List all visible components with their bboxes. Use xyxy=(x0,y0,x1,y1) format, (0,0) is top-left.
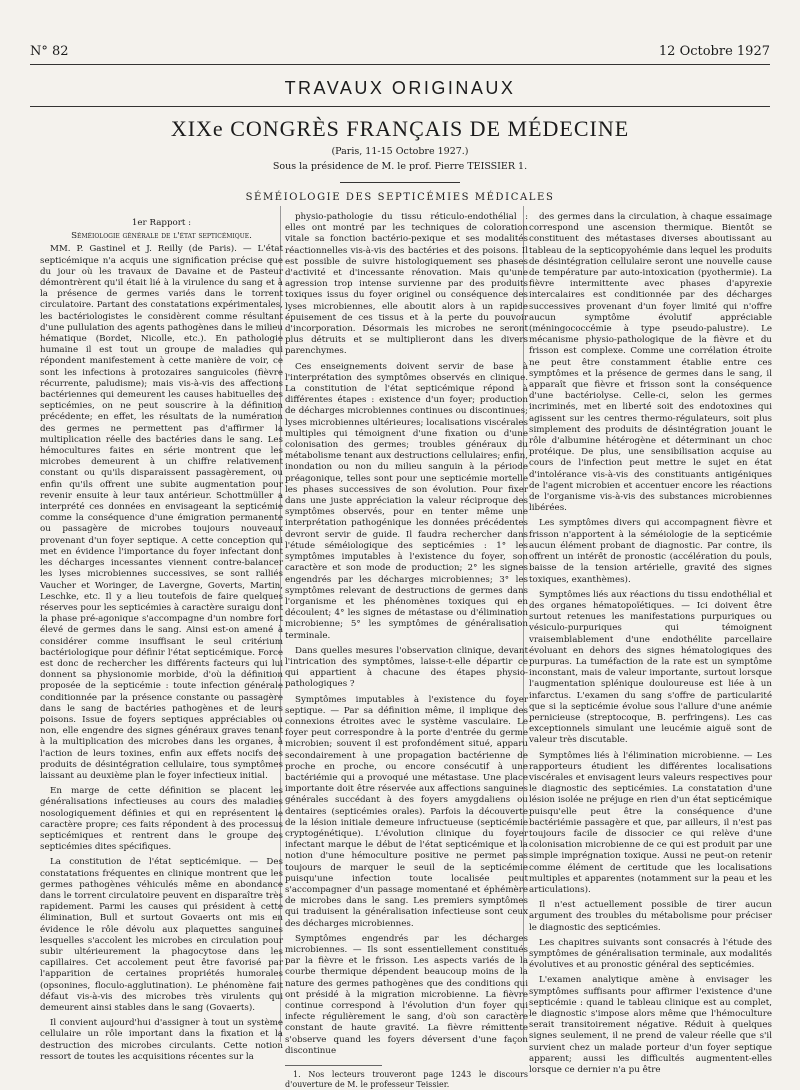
paragraph: Les symptômes divers qui accompagnent fièvre et frisson n'apportent à la séméiologie de la septicémie aucun élément probant de diagnostic. Par contre, ils offrent un intérêt de pronostic (accélération du pouls, baisse de la tension artérielle, gravité des signes toxiques, exanthèmes). xyxy=(529,518,772,585)
footnote: 1. Nos lecteurs trouveront page 1243 le discours d'ouverture de M. le professeur Teissier. xyxy=(285,1070,528,1090)
paragraph: Symptômes imputables à l'existence du foyer septique. — Par sa définition même, il implique des connexions étroites avec le système vasculaire. Le foyer peut correspondre à la porte d'entrée du germe microbien; souvent il est profondément situé, apparu secondairement à une propagation bactérienne de proche en proche, ou encore consécutif à une bactériémie qui a provoqué une métastase. Une place importante doit être réservée aux affections sanguines générales succédant à des foyers amygdaliens ou dentaires (septicémies orales). Parfois la découverte de la lésion initiale demeure infructueuse (septicémie cryptogénétique). L'évolution clinique du foyer infectant marque le début de l'état septicémique et la notion d'une hémoculture positive ne permet pas toujours de marquer le seuil de la septicémie puisqu'une infection toute localisée peut s'accompagner d'un passage momentané et éphémère de microbes dans le sang. Les premiers symptômes qui traduisent la généralisation infectieuse sont ceux des décharges microbiennes. xyxy=(285,694,528,929)
congress-presidency: Sous la présidence de M. le prof. Pierre TEISSIER 1. xyxy=(272,161,528,172)
paragraph: La constitution de l'état septicémique. — Des constatations fréquentes en clinique montrent que les germes pathogènes véhiculés même en abondance dans le torrent circulatoire peuvent en disparaître très rapidement. Parmi les causes qui président à cette élimination, Bull et surtout Govaerts ont mis en évidence le rôle dévolu aux plaquettes sanguines lesquelles s'accolent les microbes en circulation pour subir ultérieurement la phagocytose dans les capillaires. Cet accolement peut être favorisé par l'apparition de certaines propriétés humorales (opsonines, floculo-agglutination). Le phénomène fait défaut vis-à-vis des microbes très virulents qui demeurent ainsi stables dans le sang (Govaerts). xyxy=(40,857,283,1014)
column-left xyxy=(40,212,283,1067)
short-rule xyxy=(340,182,460,183)
congress-title: XIXe CONGRÈS FRANÇAIS DE MÉDECINE xyxy=(170,116,630,141)
paragraph: physio-pathologie du tissu réticulo-endothélial : elles ont montré par les techniques de coloration vitale sa fonction bactério-pexique et ses modalités réactionnelles vis-à-vis des bactéries et des poisons. Il est possible de suivre histologiquement ses phases d'activité et d'incessante rénovation. Mais qu'une agression trop intense survienne par des produits toxiques issus du foyer originel ou conséquence des lyses microbiennes, elle aboutit alors à un rapide épuisement de ces tissus et à la perte du pouvoir d'incorporation. Désormais les microbes ne seront plus détruits et se multiplieront dans les divers parenchymes. xyxy=(285,212,528,357)
column-middle xyxy=(285,212,528,1090)
report-title: Séméiologie générale de l'état septicémique. xyxy=(71,231,252,242)
paragraph: Symptômes liés à l'élimination microbienne. — Les rapporteurs étudient les différentes localisations viscérales et envisagent leurs valeurs respectives pour le diagnostic des septicémies. La constatation d'une lésion isolée ne préjuge en rien d'un état septicémique puisqu'elle peut être la conséquence d'une bactériémie passagère et que, par ailleurs, il n'est pas toujours facile de dissocier ce qui relève d'une colonisation microbienne de ce qui est produit par une simple imprégnation toxique. Aussi ne peut-on retenir comme élément de certitude que les localisations multiples et apparentes (notamment sur la peau et les articulations). xyxy=(529,750,772,895)
paragraph: L'examen analytique amène à envisager les symptômes suffisants pour affirmer l'existence d'une septicémie : quand le tableau clinique est au complet, le diagnostic s'impose alors même que l'hémoculture serait transitoirement négative. Réduit à quelques signes seulement, il ne prend de valeur réelle que s'il survient chez un malade porteur d'un foyer septique apparent; aussi les difficultés augmentent-elles lorsque ce dernier n'a pu être xyxy=(529,975,772,1076)
subsection-title: SÉMÉIOLOGIE DES SEPTICÉMIES MÉDICALES xyxy=(245,192,555,203)
column-right xyxy=(529,212,772,1080)
paragraph: En marge de cette définition se placent les généralisations infectieuses au cours des maladies nosologiquement définies et qui en représentent le caractère propre; ces faits répondent à des processus septicémiques et rentrent dans le groupe des septicémies dites spécifiques. xyxy=(40,786,283,853)
paragraph: Symptômes engendrés par les décharges microbiennes. — Ils sont essentiellement constitués par la fièvre et le frisson. Les aspects variés de la courbe thermique dépendent beaucoup moins de la nature des germes pathogènes que des conditions qui ont présidé à la migration microbienne. La fièvre continue correspond à l'évolution d'un foyer qui infecte régulièrement le sang, d'où son caractère constant de haute gravité. La fièvre rémittente s'observe quand les foyers déversent d'une façon discontinue xyxy=(285,933,528,1056)
congress-dates: (Paris, 11-15 Octobre 1927.) xyxy=(331,146,469,157)
section-title: TRAVAUX ORIGINAUX xyxy=(284,78,516,98)
paragraph: MM. P. Gastinel et J. Reilly (de Paris). — L'état septicémique n'a acquis une signification précise que du jour où les travaux de Davaine et de Pasteur démontrèrent qu'il était lié à la virulence du sang et à la présence de germes variés dans le torrent circulatoire. Partant des constatations expérimentales, les bactériologistes le considèrent comme résultant d'une pullulation des agents pathogènes dans le milieu hématique (Bordet, Nicolle, etc.). En pathologie humaine il est tout un groupe de maladies qui répondent manifestement à cette manière de voir, ce sont les infections à protozaires sanguicoles (fièvre récurrente, paludisme); mais vis-à-vis des affections bactériennes qui demeurent les causes habituelles des septicémies, on ne peut souscrire à la définition précédente; en effet, les résultats de la numération des germes ne permettent pas d'affirmer la multiplication réelle des bactéries dans le sang. Les hémocultures faites en série montrent que les microbes demeurent à un chiffre relativement constant ou qu'ils disparaissent passagèrement, ou enfin qu'ils offrent une subite augmentation pour revenir ensuite à leur taux antérieur. Schottmüller a interprété ces données en envisageant la septicémie comme la conséquence d'une émigration permanente ou passagère de microbes toujours nouveaux provenant d'un foyer septique. A cette conception qui met en évidence l'importance du foyer infectant dont les décharges incessantes viennent contre-balancer les lyses microbiennes successives, se sont ralliés Vaucher et Woringer, de Lavergne, Goverts, Martin, Leschke, etc. Il y a lieu toutefois de faire quelques réserves pour les septicémies à caractère suraigu dont la phase pré-agonique s'accompagne d'un nombre fort élevé de germes dans le sang. Ainsi est-on amené à considérer comme insuffisant le seul critérium bactériologique pour définir l'état septicémique. Force est donc de rechercher les différents facteurs qui lui donnent sa physionomie morbide, d'où la définition proposée de la septicémie : toute infection générale conditionnée par la présence constante ou passagère dans le sang de bactéries pathogènes et de leurs poisons. Issue de foyers septiques appréciables ou non, elle engendre des signes généraux graves tenant à la multiplication des microbes dans les organes, à l'action de leurs toxines, enfin aux effets nocifs des produits de désintégration cellulaire, tous symptômes laissant au deuxième plan le foyer infectieux initial. xyxy=(40,244,283,781)
paragraph: Il convient aujourd'hui d'assigner à tout un système cellulaire un rôle important dans la fixation et la destruction des microbes circulants. Cette notion ressort de toutes les acquisitions récentes sur la xyxy=(40,1018,283,1062)
issue-date: 12 Octobre 1927 xyxy=(658,44,770,59)
paragraph: Symptômes liés aux réactions du tissu endothélial et des organes hématopoïétiques. — Ici doivent être surtout retenues les manifestations purpuriques ou vésiculo-purpuriques qui témoignent vraisemblablement d'une endothélite parcellaire évoluant en dehors des signes hématologiques des purpuras. La tuméfaction de la rate est un symptôme inconstant, mais de valeur importante, surtout lorsque l'augmentation splénique douloureuse est liée à un infarctus. L'examen du sang s'offre de particularité que si la septicémie évolue sous l'allure d'une anémie pernicieuse (streptocoque, B. perfringens). Les cas exceptionnels simulant une leucémie aiguë sont de valeur très discutable. xyxy=(529,589,772,746)
footnote-rule xyxy=(285,1065,382,1066)
paragraph: Les chapitres suivants sont consacrés à l'étude des symptômes de généralisation terminale, aux modalités évolutives et au pronostic général des septicémies. xyxy=(529,937,772,971)
paragraph: Il n'est actuellement possible de tirer aucun argument des troubles du métabolisme pour préciser le diagnostic des septicémies. xyxy=(529,900,772,933)
paragraph: des germes dans la circulation, à chaque essaimage correspond une ascension thermique. Bientôt se constituent des métastases diverses aboutissant au tableau de la septicopyohémie dans lequel les produits de désintégration cellulaire seront une nouvelle cause de température par auto-intoxication (pyothermie). La fièvre intermittente avec phases d'apyrexie intercalaires est conditionnée par des décharges successives provenant d'un foyer limité qui n'offre aucun symptôme évolutif appréciable (méningococcémie à type pseudo-palustre). Le mécanisme physio-pathologique de la fièvre et du frisson est complexe. Comme une corrélation étroite ne peut être constamment établie entre ces symptômes et la présence de germes dans le sang, il apparaît que fièvre et frisson sont la conséquence d'une bactériolyse. Celle-ci, selon les germes incriminés, met en liberté soit des endotoxines qui agissent sur les centres thermo-régulateurs, soit plus simplement des produits de désintégration jouant le rôle d'albumine hétérogène et déterminant un choc protéique. De plus, une sensibilisation acquise au cours de l'infection peut mettre le sujet en état d'intolérance vis-à-vis des constituants antigéniques de l'agent microbien et accentuer encore les réactions de l'organisme vis-à-vis des substances microbiennes libérées. xyxy=(529,212,772,514)
title-rule xyxy=(30,106,770,107)
header-rule xyxy=(30,64,770,65)
paragraph: Ces enseignements doivent servir de base à l'interprétation des symptômes observés en clinique. La constitution de l'état septicémique répond à différentes étapes : existence d'un foyer; production de décharges microbiennes continues ou discontinues; lyses microbiennes ultérieures; localisations viscérales multiples qui témoignent d'une fixation ou d'une colonisation des germes; troubles généraux du métabolisme tenant aux destructions cellulaires; enfin, inondation ou non du milieu sanguin à la période préagonique, telles sont pour une septicémie mortelle les phases successives de son évolution. Pour fixer dans une juste appréciation la valeur réciproque des symptômes observés, pour en tenter même une interprétation pathogénique les données précédentes devront servir de guide. Il faudra rechercher dans l'étude séméiologique des septicémies : 1° les symptômes imputables à l'existence du foyer, son caractère et son mode de production; 2° les signes engendrés par les décharges microbiennes; 3° les symptômes relevant de destructions de germes dans l'organisme et les phénomènes toxiques qui en découlent; 4° les signes de métastase ou d'élimination microbienne; 5° les symptômes de généralisation terminale. xyxy=(285,361,528,641)
paragraph: Dans quelles mesures l'observation clinique, devant l'intrication des symptômes, laisse-t-elle départir ce qui appartient à chacune des étapes physio-pathologiques ? xyxy=(285,645,528,690)
report-label: 1er Rapport : xyxy=(131,218,192,228)
issue-number: N° 82 xyxy=(30,44,69,59)
